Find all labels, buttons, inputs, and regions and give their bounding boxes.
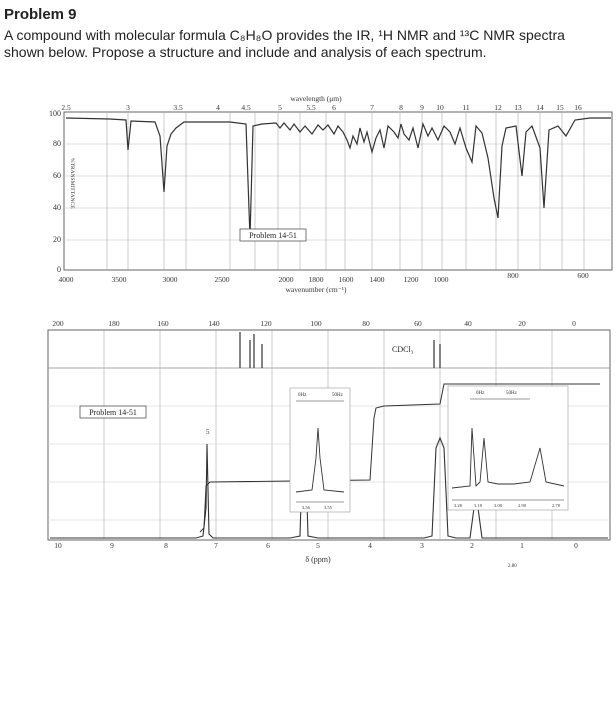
ir-x-tick: 2000 <box>278 275 294 284</box>
ir-um-tick: 5.5 <box>306 103 316 112</box>
c13-tick: 40 <box>464 319 472 328</box>
ir-x-tick: 1000 <box>433 275 449 284</box>
h1-tick: 3 <box>420 541 424 550</box>
ir-wavenumber-label: wavenumber (cm⁻¹) <box>285 285 347 294</box>
h1-tick: 7 <box>214 541 218 550</box>
h1-tick: 0 <box>574 541 578 550</box>
ir-y-tick: 100 <box>49 109 61 118</box>
inset-2-ppm: 3.08 <box>494 503 502 508</box>
ir-x-tick: 4000 <box>58 275 74 284</box>
inset-2-ppm: 3.18 <box>474 503 482 508</box>
inset-2-hz-left: 0Hz <box>476 391 485 396</box>
ir-um-tick: 6 <box>332 103 336 112</box>
ir-x-tick: 600 <box>577 271 589 280</box>
h1-tick: 10 <box>54 541 62 550</box>
ir-um-tick: 12 <box>494 103 502 112</box>
statement-line-1: A compound with molecular formula C₈H₈O provides the IR, ¹H NMR and ¹³C NMR spectra <box>4 27 565 43</box>
inset-2-ppm: 2.98 <box>518 503 526 508</box>
inset-2-ppm: 2.78 <box>552 503 560 508</box>
inset-2-hz-right: 50Hz <box>506 391 517 396</box>
ir-y-tick: 0 <box>57 265 61 274</box>
h1-tick: 2 <box>470 541 474 550</box>
ir-um-tick: 7 <box>370 103 374 112</box>
ir-um-tick: 10 <box>436 103 444 112</box>
c13-tick: 180 <box>108 319 120 328</box>
ir-um-tick: 8 <box>399 103 403 112</box>
ir-x-tick: 3500 <box>111 275 127 284</box>
inset-2-bottom-label: 2.80 <box>508 564 517 569</box>
inset-1-ppm: 3.56 <box>302 505 310 510</box>
h1-tick: 1 <box>520 541 524 550</box>
ir-um-tick: 4.5 <box>241 103 251 112</box>
ir-x-tick: 1200 <box>403 275 419 284</box>
inset-1-box <box>290 388 350 512</box>
h1-tick: 8 <box>164 541 168 550</box>
inset-1-ppm: 3.55 <box>324 505 332 510</box>
ir-transmittance-label: %TRANSMITTANCE <box>69 158 75 209</box>
ir-um-tick: 5 <box>278 103 282 112</box>
nmr-spectrum <box>48 319 610 569</box>
c13-tick: 60 <box>414 319 422 328</box>
c13-tick: 0 <box>572 319 576 328</box>
ir-x-tick: 3000 <box>162 275 178 284</box>
spectra-figure <box>0 88 616 700</box>
c13-tick: 200 <box>52 319 64 328</box>
inset-2-box <box>448 386 568 510</box>
c13-tick: 20 <box>518 319 526 328</box>
ir-y-tick: 60 <box>53 171 61 180</box>
ir-x-tick: 2500 <box>214 275 230 284</box>
ir-wavelength-label: wavelength (μm) <box>290 94 342 103</box>
c13-tick: 160 <box>157 319 169 328</box>
inset-2-ppm: 3.28 <box>454 503 462 508</box>
nmr-problem-label: Problem 14-51 <box>89 408 137 417</box>
ir-y-tick: 80 <box>53 139 61 148</box>
integration-5: 5 <box>206 428 210 436</box>
ir-y-tick: 20 <box>53 235 61 244</box>
solvent-label: CDCl₃ <box>392 345 414 354</box>
c13-tick: 80 <box>362 319 370 328</box>
inset-1-hz-left: 0Hz <box>298 393 307 398</box>
h1-tick: 6 <box>266 541 270 550</box>
ppm-label: δ (ppm) <box>305 555 331 564</box>
ir-um-tick: 15 <box>556 103 564 112</box>
inset-1-hz-right: 50Hz <box>332 393 343 398</box>
ir-um-tick: 4 <box>216 103 220 112</box>
ir-x-tick: 1800 <box>308 275 324 284</box>
ir-frame <box>64 112 612 270</box>
problem-statement <box>4 27 594 61</box>
ir-um-tick: 16 <box>574 103 582 112</box>
ir-um-tick: 3.5 <box>173 103 183 112</box>
ir-y-tick: 40 <box>53 203 61 212</box>
c13-tick: 100 <box>310 319 322 328</box>
c13-tick: 120 <box>260 319 272 328</box>
h1-tick: 4 <box>368 541 372 550</box>
h1-tick: 5 <box>316 541 320 550</box>
ir-problem-label: Problem 14-51 <box>249 231 297 240</box>
c13-tick: 140 <box>208 319 220 328</box>
ir-um-tick: 14 <box>536 103 544 112</box>
ir-um-tick: 2.5 <box>61 103 71 112</box>
ir-um-tick: 13 <box>514 103 522 112</box>
ir-um-tick: 3 <box>126 103 130 112</box>
statement-line-2: shown below. Propose a structure and include and analysis of each spectrum. <box>4 44 487 60</box>
ir-x-tick: 1400 <box>369 275 385 284</box>
problem-title: Problem 9 <box>4 6 77 23</box>
ir-spectrum <box>49 94 612 294</box>
ir-x-tick: 1600 <box>338 275 354 284</box>
ir-um-tick: 11 <box>462 103 470 112</box>
ir-um-tick: 9 <box>420 103 424 112</box>
spectra-svg <box>0 88 616 700</box>
h1-tick: 9 <box>110 541 114 550</box>
ir-x-tick: 800 <box>507 271 519 280</box>
